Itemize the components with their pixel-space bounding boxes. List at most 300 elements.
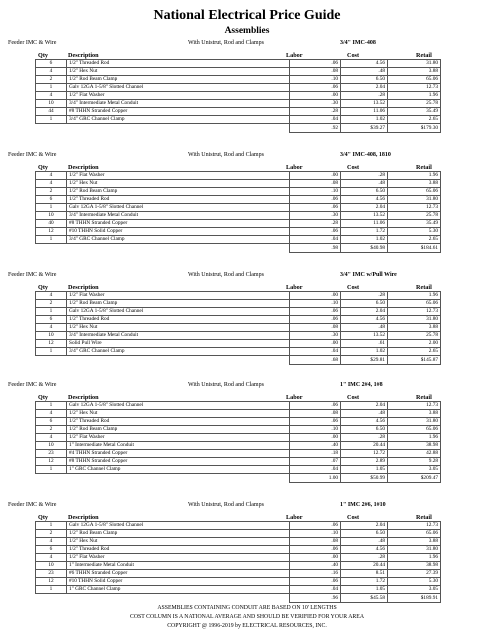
- total-row: [36, 594, 441, 603]
- cell-retail: 12.73: [388, 402, 441, 410]
- column-header-retail: Retail: [416, 164, 432, 171]
- cell-desc: Galv 12GA 1-5/8" Slotted Channel: [67, 308, 290, 316]
- cell-qty: 10: [36, 562, 67, 570]
- cell-labor: .06: [290, 308, 341, 316]
- cell-desc: 1/2" Flat Washer: [67, 434, 290, 442]
- table-row: [36, 84, 441, 92]
- cell-retail: 35.49: [388, 108, 441, 116]
- cell-cost: 8.51: [341, 570, 388, 578]
- cell-cost: .61: [341, 340, 388, 348]
- cell-cost: 6.50: [341, 426, 388, 434]
- cell-cost: 11.06: [341, 108, 388, 116]
- cell-desc: 3/4" GRC Channel Clamp: [67, 348, 290, 356]
- cell-qty: 4: [36, 180, 67, 188]
- column-header-retail: Retail: [416, 514, 432, 521]
- column-header-retail: Retail: [416, 52, 432, 59]
- cell-qty: 4: [36, 434, 67, 442]
- section-header: [0, 38, 494, 49]
- cell-cost: .48: [341, 68, 388, 76]
- cell-retail: 12.73: [388, 308, 441, 316]
- cell-desc: 1/2" Hex Nut: [67, 68, 290, 76]
- cell-retail: 25.78: [388, 100, 441, 108]
- cell-qty: 4: [36, 324, 67, 332]
- cell-retail: 3.05: [388, 466, 441, 474]
- cell-qty: 4: [36, 292, 67, 300]
- cell-cost: 1.72: [341, 578, 388, 586]
- column-header-qty: Qty: [38, 284, 48, 291]
- cell-labor: .06: [290, 522, 341, 530]
- table-row: [36, 308, 441, 316]
- cell-desc: 1/2" Hex Nut: [67, 410, 290, 418]
- cell-cost: 2.04: [341, 308, 388, 316]
- cell-labor: .00: [290, 92, 341, 100]
- cell-desc: 3/4" GRC Channel Clamp: [67, 116, 290, 124]
- cell-cost: 11.06: [341, 220, 388, 228]
- footer: [0, 604, 494, 631]
- cell-desc: 1/2" Flat Washer: [67, 92, 290, 100]
- cell-retail: 65.06: [388, 188, 441, 196]
- cell-desc: Galv 12GA 1-5/8" Slotted Channel: [67, 84, 290, 92]
- cell-labor: .04: [290, 116, 341, 124]
- table-row: [36, 220, 441, 228]
- section-header: [0, 150, 494, 161]
- cell-desc: 1/2" Flat Washer: [67, 292, 290, 300]
- cell-desc: 3/4" Intermediate Metal Conduit: [67, 100, 290, 108]
- column-header-qty: Qty: [38, 52, 48, 59]
- cell-retail: 3.88: [388, 180, 441, 188]
- total-cost: $45.58: [341, 594, 388, 603]
- cell-labor: .04: [290, 466, 341, 474]
- table-row: [36, 60, 441, 68]
- assembly-table: [35, 401, 441, 483]
- cell-retail: 12.73: [388, 84, 441, 92]
- cell-labor: .06: [290, 578, 341, 586]
- table-row: [36, 324, 441, 332]
- cell-desc: 1/2" Rod Beam Clamp: [67, 530, 290, 538]
- column-header-labor: Labor: [286, 284, 303, 291]
- table-row: [36, 108, 441, 116]
- page-title: National Electrical Price Guide: [153, 8, 341, 23]
- cell-cost: 1.05: [341, 466, 388, 474]
- cell-labor: .10: [290, 300, 341, 308]
- section-category: Feeder IMC & Wire: [8, 502, 57, 508]
- total-cost: $29.81: [341, 356, 388, 365]
- cell-retail: 27.39: [388, 570, 441, 578]
- column-header-labor: Labor: [286, 514, 303, 521]
- cell-qty: 10: [36, 212, 67, 220]
- section-name: 3/4" IMC w/Pull Wire: [340, 272, 397, 278]
- page-subtitle: Assemblies: [224, 26, 270, 36]
- table-row: [36, 522, 441, 530]
- cell-desc: 1/2" Hex Nut: [67, 324, 290, 332]
- cell-retail: 65.06: [388, 530, 441, 538]
- cell-cost: 6.50: [341, 530, 388, 538]
- cell-labor: .30: [290, 212, 341, 220]
- cell-qty: 44: [36, 108, 67, 116]
- cell-labor: .06: [290, 402, 341, 410]
- cell-desc: #8 THHN Stranded Copper: [67, 220, 290, 228]
- column-header-description: Description: [68, 514, 99, 521]
- cell-retail: 5.30: [388, 228, 441, 236]
- cell-qty: 6: [36, 60, 67, 68]
- total-spacer: [36, 356, 290, 365]
- total-row: [36, 356, 441, 365]
- column-headers: [0, 49, 494, 59]
- cell-cost: .28: [341, 292, 388, 300]
- cell-labor: .08: [290, 324, 341, 332]
- cell-qty: 4: [36, 68, 67, 76]
- cell-retail: 1.96: [388, 92, 441, 100]
- total-spacer: [36, 474, 290, 483]
- cell-cost: 20.44: [341, 562, 388, 570]
- cell-desc: 1/2" Threaded Rod: [67, 316, 290, 324]
- section-header: [0, 380, 494, 391]
- column-header-description: Description: [68, 394, 99, 401]
- cell-labor: .04: [290, 348, 341, 356]
- cell-labor: .00: [290, 340, 341, 348]
- cell-retail: 31.80: [388, 196, 441, 204]
- table-row: [36, 418, 441, 426]
- assembly-section: [0, 270, 494, 365]
- cell-desc: 1/2" Threaded Rod: [67, 418, 290, 426]
- cell-cost: 1.02: [341, 236, 388, 244]
- footer-line: ASSEMBLIES CONTAINING CONDUIT ARE BASED ON 10' LENGTHS: [157, 605, 337, 611]
- cell-desc: 1/2" Threaded Rod: [67, 546, 290, 554]
- cell-retail: 3.88: [388, 410, 441, 418]
- total-cost: $40.98: [341, 244, 388, 253]
- cell-desc: Solid Pull Wire: [67, 340, 290, 348]
- table-row: [36, 300, 441, 308]
- cell-cost: 2.04: [341, 522, 388, 530]
- cell-desc: 1" GRC Channel Clamp: [67, 466, 290, 474]
- cell-qty: 1: [36, 204, 67, 212]
- column-headers: [0, 161, 494, 171]
- assembly-section: [0, 150, 494, 253]
- cell-desc: 1/2" Rod Beam Clamp: [67, 300, 290, 308]
- table-row: [36, 180, 441, 188]
- cell-retail: 1.96: [388, 554, 441, 562]
- cell-desc: 1/2" Threaded Rod: [67, 196, 290, 204]
- cell-cost: 4.56: [341, 418, 388, 426]
- cell-cost: 4.56: [341, 196, 388, 204]
- cell-labor: .04: [290, 236, 341, 244]
- total-labor: .96: [290, 594, 341, 603]
- cell-labor: .00: [290, 172, 341, 180]
- cell-labor: .06: [290, 228, 341, 236]
- section-category: Feeder IMC & Wire: [8, 272, 57, 278]
- cell-cost: 20.44: [341, 442, 388, 450]
- cell-cost: 13.52: [341, 332, 388, 340]
- cell-cost: 6.50: [341, 76, 388, 84]
- cell-qty: 1: [36, 236, 67, 244]
- cell-retail: 31.80: [388, 546, 441, 554]
- cell-labor: .40: [290, 442, 341, 450]
- cell-labor: .18: [290, 450, 341, 458]
- cell-retail: 31.80: [388, 60, 441, 68]
- table-row: [36, 586, 441, 594]
- table-row: [36, 172, 441, 180]
- cell-cost: 1.05: [341, 586, 388, 594]
- cell-desc: 1/2" Hex Nut: [67, 538, 290, 546]
- total-row: [36, 474, 441, 483]
- cell-labor: .00: [290, 554, 341, 562]
- cell-qty: 2: [36, 300, 67, 308]
- cell-retail: 1.96: [388, 172, 441, 180]
- section-name: 1" IMC 2#4, 1#8: [340, 382, 383, 388]
- cell-desc: Galv 12GA 1-5/8" Slotted Channel: [67, 204, 290, 212]
- cell-qty: 2: [36, 530, 67, 538]
- cell-qty: 10: [36, 332, 67, 340]
- table-row: [36, 554, 441, 562]
- cell-qty: 2: [36, 188, 67, 196]
- cell-qty: 1: [36, 466, 67, 474]
- cell-cost: 4.56: [341, 546, 388, 554]
- table-row: [36, 348, 441, 356]
- table-row: [36, 450, 441, 458]
- cell-cost: 12.72: [341, 450, 388, 458]
- cell-qty: 1: [36, 116, 67, 124]
- cell-cost: 4.56: [341, 316, 388, 324]
- cell-labor: .06: [290, 546, 341, 554]
- cell-cost: .28: [341, 554, 388, 562]
- cell-labor: .06: [290, 418, 341, 426]
- cell-qty: 4: [36, 410, 67, 418]
- cell-desc: 1/2" Threaded Rod: [67, 60, 290, 68]
- cell-qty: 6: [36, 316, 67, 324]
- column-header-qty: Qty: [38, 394, 48, 401]
- cell-desc: #8 THHN Stranded Copper: [67, 458, 290, 466]
- column-header-labor: Labor: [286, 52, 303, 59]
- cell-cost: .48: [341, 410, 388, 418]
- cell-labor: .40: [290, 562, 341, 570]
- section-detail: With Unistrut, Rod and Clamps: [188, 152, 264, 158]
- cell-qty: 12: [36, 458, 67, 466]
- column-header-description: Description: [68, 284, 99, 291]
- assembly-table: [35, 59, 441, 133]
- table-row: [36, 100, 441, 108]
- section-category: Feeder IMC & Wire: [8, 40, 57, 46]
- cell-cost: 1.02: [341, 348, 388, 356]
- cell-qty: 4: [36, 92, 67, 100]
- column-header-labor: Labor: [286, 394, 303, 401]
- table-row: [36, 410, 441, 418]
- table-row: [36, 562, 441, 570]
- cell-retail: 3.88: [388, 538, 441, 546]
- column-header-cost: Cost: [347, 284, 360, 291]
- cell-qty: 10: [36, 442, 67, 450]
- table-row: [36, 458, 441, 466]
- cell-cost: .48: [341, 538, 388, 546]
- cell-desc: #4 THHN Stranded Copper: [67, 450, 290, 458]
- cell-labor: .06: [290, 84, 341, 92]
- cell-labor: .00: [290, 292, 341, 300]
- cell-cost: 1.72: [341, 228, 388, 236]
- cell-desc: Galv 12GA 1-5/8" Slotted Channel: [67, 522, 290, 530]
- cell-desc: 1/2" Hex Nut: [67, 180, 290, 188]
- column-header-retail: Retail: [416, 284, 432, 291]
- cell-desc: 1" Intermediate Metal Conduit: [67, 562, 290, 570]
- cell-desc: #8 THHN Stranded Copper: [67, 108, 290, 116]
- footer-line: COPYRIGHT @ 1996-2019 by ELECTRICAL RESOURCES, INC.: [167, 623, 327, 629]
- cell-labor: .04: [290, 586, 341, 594]
- cell-qty: 4: [36, 554, 67, 562]
- column-header-qty: Qty: [38, 164, 48, 171]
- table-row: [36, 196, 441, 204]
- total-row: [36, 244, 441, 253]
- total-retail: $179.30: [388, 124, 441, 133]
- cell-labor: .10: [290, 76, 341, 84]
- cell-cost: 6.50: [341, 188, 388, 196]
- cell-labor: .28: [290, 220, 341, 228]
- cell-cost: 2.04: [341, 84, 388, 92]
- cell-retail: 65.06: [388, 426, 441, 434]
- cell-desc: 1/2" Rod Beam Clamp: [67, 188, 290, 196]
- column-header-labor: Labor: [286, 164, 303, 171]
- cell-qty: 6: [36, 196, 67, 204]
- column-header-description: Description: [68, 164, 99, 171]
- table-row: [36, 188, 441, 196]
- cell-qty: 12: [36, 340, 67, 348]
- cell-retail: 1.96: [388, 434, 441, 442]
- cell-cost: 6.50: [341, 300, 388, 308]
- cell-qty: 23: [36, 450, 67, 458]
- cell-retail: 65.06: [388, 300, 441, 308]
- table-row: [36, 530, 441, 538]
- section-name: 3/4" IMC-408: [340, 40, 376, 46]
- cell-labor: .10: [290, 426, 341, 434]
- total-labor: 1.00: [290, 474, 341, 483]
- cell-labor: .08: [290, 538, 341, 546]
- cell-retail: 38.98: [388, 562, 441, 570]
- cell-cost: 2.04: [341, 402, 388, 410]
- total-cost: $50.99: [341, 474, 388, 483]
- table-row: [36, 426, 441, 434]
- table-row: [36, 466, 441, 474]
- cell-qty: 2: [36, 76, 67, 84]
- cell-retail: 35.49: [388, 220, 441, 228]
- assembly-table: [35, 171, 441, 253]
- cell-retail: 2.65: [388, 348, 441, 356]
- cell-desc: 1/2" Rod Beam Clamp: [67, 76, 290, 84]
- cell-qty: 1: [36, 586, 67, 594]
- cell-retail: 65.06: [388, 76, 441, 84]
- table-row: [36, 316, 441, 324]
- cell-desc: 1/2" Flat Washer: [67, 172, 290, 180]
- cell-labor: .08: [290, 410, 341, 418]
- cell-desc: 1" Intermediate Metal Conduit: [67, 442, 290, 450]
- cell-desc: 3/4" GRC Channel Clamp: [67, 236, 290, 244]
- cell-desc: 3/4" Intermediate Metal Conduit: [67, 332, 290, 340]
- table-row: [36, 442, 441, 450]
- cell-desc: Galv 12GA 1-5/8" Slotted Channel: [67, 402, 290, 410]
- total-retail: $189.91: [388, 594, 441, 603]
- table-row: [36, 116, 441, 124]
- cell-labor: .08: [290, 68, 341, 76]
- table-row: [36, 68, 441, 76]
- section-header: [0, 270, 494, 281]
- cell-qty: 12: [36, 228, 67, 236]
- table-row: [36, 76, 441, 84]
- cell-retail: 3.88: [388, 324, 441, 332]
- cell-labor: .06: [290, 204, 341, 212]
- total-labor: .92: [290, 124, 341, 133]
- total-labor: .98: [290, 244, 341, 253]
- cell-cost: .48: [341, 324, 388, 332]
- cell-qty: 6: [36, 418, 67, 426]
- cell-retail: 3.88: [388, 68, 441, 76]
- cell-cost: 2.04: [341, 204, 388, 212]
- table-row: [36, 538, 441, 546]
- cell-labor: .30: [290, 100, 341, 108]
- section-header: [0, 500, 494, 511]
- column-header-cost: Cost: [347, 52, 360, 59]
- cell-cost: .28: [341, 172, 388, 180]
- cell-labor: .30: [290, 332, 341, 340]
- total-cost: $39.27: [341, 124, 388, 133]
- assembly-table: [35, 521, 441, 603]
- column-headers: [0, 511, 494, 521]
- cell-labor: .06: [290, 60, 341, 68]
- cell-qty: 12: [36, 578, 67, 586]
- cell-cost: .48: [341, 180, 388, 188]
- cell-retail: 31.80: [388, 418, 441, 426]
- cell-cost: .28: [341, 92, 388, 100]
- total-retail: $145.87: [388, 356, 441, 365]
- cell-retail: 2.65: [388, 116, 441, 124]
- table-row: [36, 292, 441, 300]
- cell-qty: 23: [36, 570, 67, 578]
- table-row: [36, 332, 441, 340]
- cell-qty: 1: [36, 308, 67, 316]
- cell-desc: 1" GRC Channel Clamp: [67, 586, 290, 594]
- total-row: [36, 124, 441, 133]
- table-row: [36, 578, 441, 586]
- cell-labor: .28: [290, 108, 341, 116]
- cell-retail: 42.88: [388, 450, 441, 458]
- section-name: 3/4" IMC-408, 1810: [340, 152, 391, 158]
- section-detail: With Unistrut, Rod and Clamps: [188, 382, 264, 388]
- total-labor: .68: [290, 356, 341, 365]
- cell-qty: 10: [36, 100, 67, 108]
- cell-retail: 9.28: [388, 458, 441, 466]
- cell-desc: 1/2" Rod Beam Clamp: [67, 426, 290, 434]
- assembly-section: [0, 38, 494, 133]
- cell-labor: .07: [290, 458, 341, 466]
- section-name: 1" IMC 2#6, 1#10: [340, 502, 386, 508]
- cell-qty: 4: [36, 172, 67, 180]
- cell-labor: .10: [290, 188, 341, 196]
- cell-labor: .06: [290, 196, 341, 204]
- cell-desc: 1/2" Flat Washer: [67, 554, 290, 562]
- cell-labor: .06: [290, 316, 341, 324]
- table-row: [36, 204, 441, 212]
- assembly-section: [0, 500, 494, 603]
- table-row: [36, 434, 441, 442]
- cell-retail: 2.00: [388, 340, 441, 348]
- table-row: [36, 340, 441, 348]
- cell-qty: 40: [36, 220, 67, 228]
- cell-retail: 31.80: [388, 316, 441, 324]
- footer-line: COST COLUMN IS A NATIONAL AVERAGE AND SHOULD BE VERIFIED FOR YOUR AREA: [129, 614, 365, 620]
- cell-desc: #10 THHN Solid Copper: [67, 228, 290, 236]
- cell-retail: 38.98: [388, 442, 441, 450]
- cell-retail: 5.30: [388, 578, 441, 586]
- cell-qty: 6: [36, 546, 67, 554]
- column-headers: [0, 391, 494, 401]
- section-category: Feeder IMC & Wire: [8, 152, 57, 158]
- total-spacer: [36, 124, 290, 133]
- column-header-cost: Cost: [347, 394, 360, 401]
